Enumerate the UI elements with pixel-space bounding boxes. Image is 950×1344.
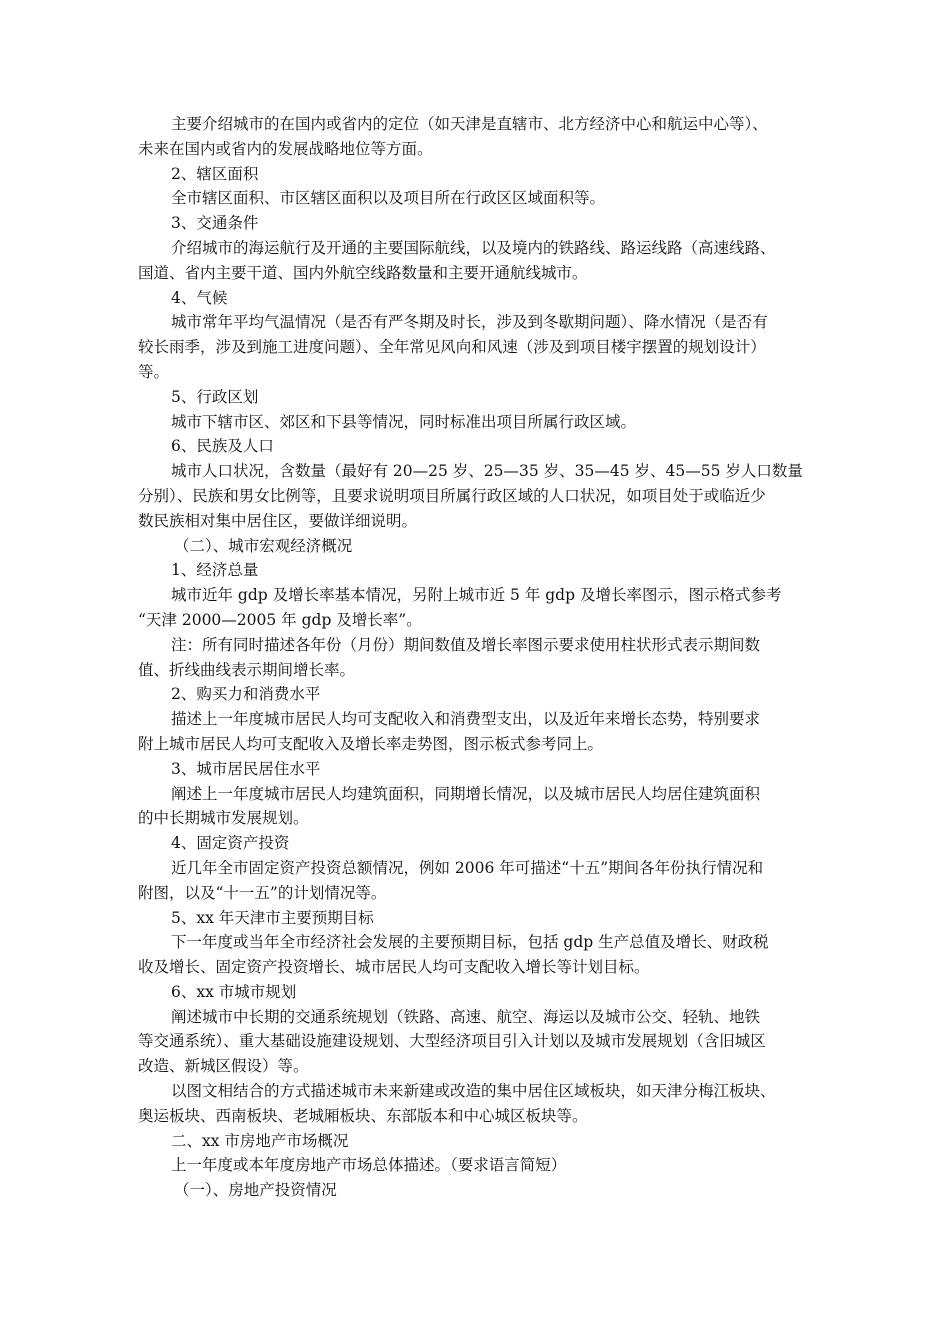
section-heading: 6、民族及人口: [171, 437, 274, 456]
text-line: 收及增长、固定资产投资增长、城市居民人均可支配收入增长等计划目标。: [138, 958, 650, 977]
section-heading: 2、辖区面积: [171, 164, 259, 183]
section-heading: 3、城市居民居住水平: [171, 759, 321, 778]
text-line: 国道、省内主要干道、国内外航空线路数量和主要开通航线城市。: [138, 263, 588, 282]
text-line: 以图文相结合的方式描述城市未来新建或改造的集中居住区域板块，如天津分梅江板块、: [171, 1082, 776, 1101]
section-heading: 1、经济总量: [171, 561, 259, 580]
section-heading: 3、交通条件: [171, 214, 259, 233]
text-line: 较长雨季，涉及到施工进度问题）、全年常见风向和风速（涉及到项目楼宇摆置的规划设计）: [138, 338, 766, 357]
text-line: 城市下辖市区、郊区和下县等情况，同时标准出项目所属行政区域。: [171, 412, 637, 431]
section-heading: 5、行政区划: [171, 387, 259, 406]
text-line: 阐述上一年度城市居民人均建筑面积，同期增长情况，以及城市居民人均居住建筑面积: [171, 784, 761, 803]
text-line: 阐述城市中长期的交通系统规划（铁路、高速、航空、海运以及城市公交、轻轨、地铁: [171, 1007, 761, 1026]
text-line: 近几年全市固定资产投资总额情况，例如 2006 年可描述“十五”期间各年份执行情况和: [171, 858, 764, 877]
text-line: 城市人口状况，含数量（最好有 20—25 岁、25—35 岁、35—45 岁、45—55 岁人口数量: [171, 462, 803, 481]
text-line: 数民族相对集中居住区，要做详细说明。: [138, 511, 418, 530]
section-heading: 4、固定资产投资: [171, 834, 290, 853]
text-line: 未来在国内或省内的发展战略地位等方面。: [138, 139, 433, 158]
text-line: 改造、新城区假设）等。: [138, 1057, 309, 1076]
section-heading: 4、气候: [171, 288, 228, 307]
text-line: 主要介绍城市的在国内或省内的定位（如天津是直辖市、北方经济中心和航运中心等）、: [171, 115, 768, 133]
text-line: 下一年度或当年全市经济社会发展的主要预期目标，包括 gdp 生产总值及增长、财政税: [171, 933, 769, 952]
text-line: 奥运板块、西南板块、老城厢板块、东部版本和中心城区板块等。: [138, 1106, 588, 1125]
text-line: 注：所有同时描述各年份（月份）期间数值及增长率图示要求使用柱状形式表示期间数: [171, 635, 761, 654]
text-line: 介绍城市的海运航行及开通的主要国际航线，以及境内的铁路线、路运线路（高速线路、: [171, 238, 776, 257]
text-line: 城市常年平均气温情况（是否有严冬期及时长，涉及到冬歇期问题）、降水情况（是否有: [171, 313, 768, 332]
section-heading: 6、xx 市城市规划: [171, 982, 297, 1001]
section-heading: 5、xx 年天津市主要预期目标: [171, 908, 374, 927]
text-line: 全市辖区面积、市区辖区面积以及项目所在行政区区域面积等。: [171, 189, 606, 208]
section-heading: （一）、房地产投资情况: [174, 1181, 337, 1200]
section-heading: 2、购买力和消费水平: [171, 685, 321, 704]
text-line: 值、折线曲线表示期间增长率。: [138, 660, 356, 679]
text-line: 的中长期城市发展规划。: [138, 809, 309, 828]
text-line: “天津 2000—2005 年 gdp 及增长率”。: [138, 610, 422, 629]
text-line: 分别）、民族和男女比例等，且要求说明项目所属行政区域的人口状况，如项目处于或临近少: [138, 486, 766, 505]
text-line: 附图，以及“十一五”的计划情况等。: [138, 883, 387, 902]
text-line: 描述上一年度城市居民人均可支配收入和消费型支出，以及近年来增长态势，特别要求: [171, 710, 761, 729]
text-line: 等交通系统）、重大基础设施建设规划、大型经济项目引入计划以及城市发展规划（含旧城区: [138, 1032, 766, 1051]
section-heading: （二）、城市宏观经济概况: [174, 536, 353, 555]
document-body: [138, 112, 818, 1203]
text-line: 附上城市居民人均可支配收入及增长率走势图，图示板式参考同上。: [138, 734, 604, 753]
text-line: 等。: [138, 362, 170, 381]
section-heading: 二、xx 市房地产市场概况: [171, 1131, 349, 1150]
text-line: 上一年度或本年度房地产市场总体描述。（要求语言简短）: [171, 1156, 567, 1175]
text-line: 城市近年 gdp 及增长率基本情况，另附上城市近 5 年 gdp 及增长率图示，图示格式参考: [171, 586, 782, 605]
